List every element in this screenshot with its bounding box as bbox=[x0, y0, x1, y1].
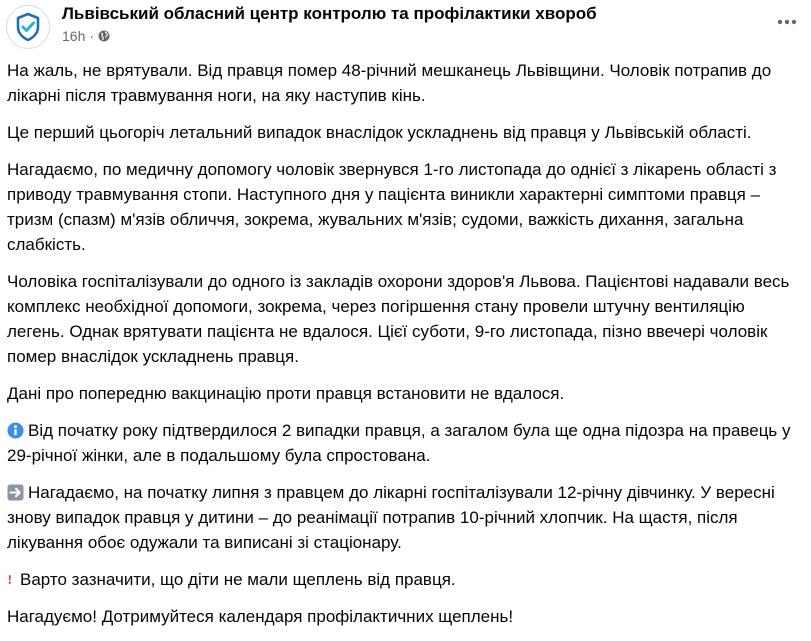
more-options-button[interactable] bbox=[773, 12, 801, 32]
post-paragraph-7 bbox=[7, 480, 803, 555]
paragraph-text: Нагадаємо, на початку липня з правцем до лікарні госпіталізували 12-річну дівчинку. У вересні знову випадок правця у дитини – до реанімації потрапив 10-річний хлопчик. На щастя, після лікування обоє одужали та виписані зі стаціонару. bbox=[7, 483, 775, 552]
post-paragraph-9 bbox=[7, 604, 803, 629]
paragraph-text: Варто зазначити, що діти не мали щеплень від правця. bbox=[20, 570, 456, 589]
post-paragraph-1 bbox=[7, 58, 803, 108]
post-paragraph-8 bbox=[7, 567, 803, 592]
exclamation-icon bbox=[7, 571, 17, 588]
post-timestamp[interactable]: 16h bbox=[62, 28, 86, 44]
globe-icon[interactable] bbox=[98, 30, 110, 42]
paragraph-text: На жаль, не врятували. Від правця помер 48-річний мешканець Львівщини. Чоловік потрапив до лікарні після травмування ноги, на яку наступив кінь. bbox=[7, 61, 772, 105]
paragraph-text: Від початку року підтвердилося 2 випадки правця, а загалом була ще одна підозра на правець у 29-річної жінки, але в подальшому була спростована. bbox=[7, 421, 791, 465]
post-meta bbox=[62, 28, 110, 44]
post-paragraph-3 bbox=[7, 157, 803, 257]
post-header bbox=[0, 0, 811, 52]
more-horizontal-icon bbox=[777, 19, 797, 25]
shield-logo-icon bbox=[11, 10, 45, 44]
paragraph-text: Нагадуємо! Дотримуйтеся календаря профілактичних щеплень! bbox=[7, 607, 514, 626]
page-name-link[interactable]: Львівський обласний центр контролю та профілактики хвороб bbox=[62, 4, 597, 23]
paragraph-text: Нагадаємо, по медичну допомогу чоловік звернувся 1-го листопада до однієї з лікарень області з приводу травмування стопи. Наступного дня у пацієнта виникли характерні симптоми правця – тризм (спазм) м'язів обличчя, зокрема, жувальних м'язів; судоми, важкість дихання, загальна слабкість. bbox=[7, 160, 777, 254]
meta-separator: · bbox=[89, 28, 95, 44]
paragraph-text: Дані про попередню вакцинацію проти правця встановити не вдалося. bbox=[7, 384, 565, 403]
post-body bbox=[7, 58, 803, 641]
right-arrow-icon bbox=[7, 484, 24, 501]
post-paragraph-6 bbox=[7, 418, 803, 468]
paragraph-text: Чоловіка госпіталізували до одного із закладів охорони здоров'я Львова. Пацієнтові надавали весь комплекс необхідної допомоги, зокрема, через погіршення стану провели штучну вентиляцію легень. Однак врятувати пацієнта не вдалося. Цієї суботи, 9-го листопада, пізно ввечері чоловік помер внаслідок ускладнень правця. bbox=[7, 272, 790, 366]
page-avatar[interactable] bbox=[6, 5, 50, 49]
post-paragraph-5 bbox=[7, 381, 803, 406]
paragraph-text: Це перший цьогоріч летальний випадок внаслідок ускладнень від правця у Львівській області. bbox=[7, 123, 752, 142]
information-icon bbox=[7, 422, 24, 439]
post-paragraph-4 bbox=[7, 269, 803, 369]
post-paragraph-2 bbox=[7, 120, 803, 145]
